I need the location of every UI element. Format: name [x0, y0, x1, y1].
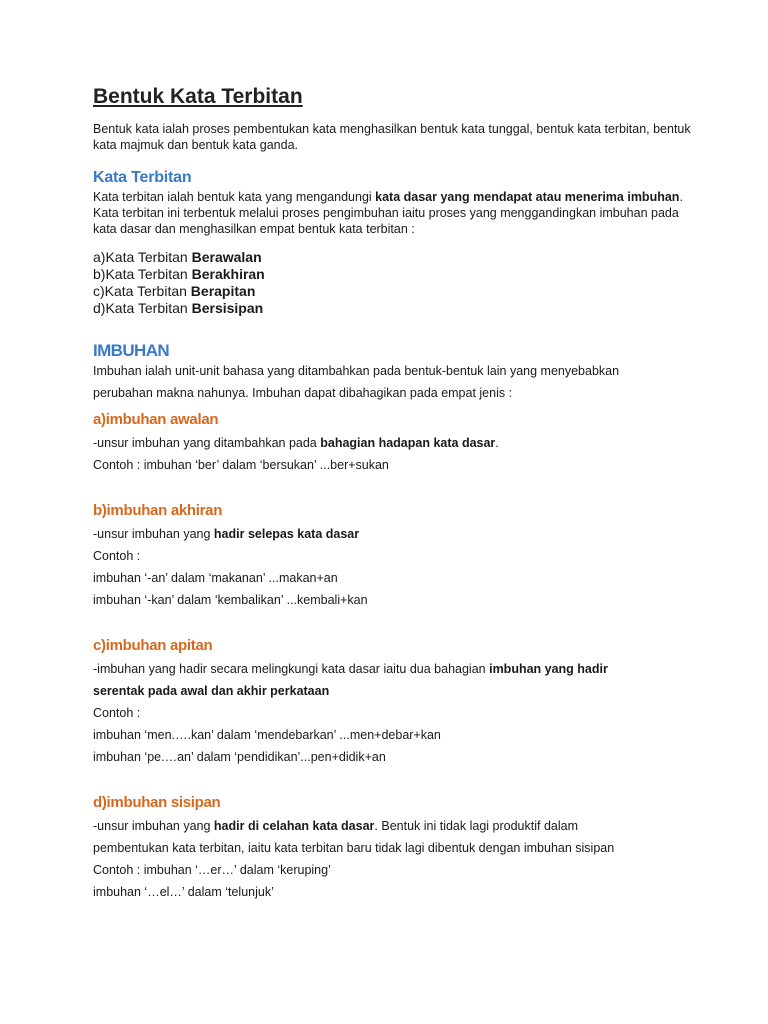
kata-terbitan-paragraph: [93, 189, 693, 237]
list-item-prefix: b)Kata Terbitan: [93, 266, 192, 282]
akhiran-heading: b)imbuhan akhiran: [93, 502, 223, 519]
imbuhan-line-2: perubahan makna nahunya. Imbuhan dapat dibahagikan pada empat jenis :: [93, 386, 513, 400]
akhiran-def-text: -unsur imbuhan yang: [93, 527, 214, 541]
apitan-def-text: -imbuhan yang hadir secara melingkungi kata dasar iaitu dua bahagian: [93, 662, 490, 676]
list-item-prefix: c)Kata Terbitan: [93, 283, 191, 299]
list-item: [93, 266, 693, 283]
sisipan-example-2: imbuhan ‘…el…’ dalam ‘telunjuk’: [93, 885, 274, 899]
awalan-heading: a)imbuhan awalan: [93, 411, 219, 428]
sisipan-def-text: -unsur imbuhan yang: [93, 819, 214, 833]
list-item: [93, 300, 693, 317]
sisipan-def-bold: hadir di celahan kata dasar: [213, 819, 375, 833]
apitan-def-bold-1: imbuhan yang hadir: [489, 662, 608, 676]
kata-terbitan-heading: Kata Terbitan: [93, 169, 192, 186]
sisipan-definition-line-1: [93, 815, 693, 837]
page-title: Bentuk Kata Terbitan: [93, 85, 303, 108]
sisipan-example-1: Contoh : imbuhan ‘…er…’ dalam ‘keruping’: [93, 863, 331, 877]
akhiran-example-2: imbuhan ‘-kan’ dalam ‘kembalikan’ ...kembali+kan: [93, 593, 368, 607]
list-item-bold: Berawalan: [191, 249, 262, 265]
kata-terbitan-text-b: . Kata terbitan ini terbentuk melalui proses pengimbuhan iaitu proses yang menggandingkan imbuhan pada kata dasar dan menghasilkan empat bentuk kata terbitan :: [93, 190, 683, 236]
apitan-definition-line-1: [93, 658, 693, 680]
imbuhan-heading: IMBUHAN: [93, 341, 170, 360]
awalan-definition: [93, 432, 693, 454]
kata-terbitan-bold: kata dasar yang mendapat atau menerima imbuhan: [375, 190, 680, 204]
apitan-def-bold-2: serentak pada awal dan akhir perkataan: [93, 684, 330, 698]
apitan-example-1: imbuhan ‘men.….kan’ dalam ‘mendebarkan’ ...men+debar+kan: [93, 728, 441, 742]
list-item-bold: Berapitan: [190, 283, 256, 299]
imbuhan-line-1: Imbuhan ialah unit-unit bahasa yang ditambahkan pada bentuk-bentuk lain yang menyebabkan: [93, 364, 620, 378]
sisipan-definition-line-2: pembentukan kata terbitan, iaitu kata terbitan baru tidak lagi dibentuk dengan imbuhan sisipan: [93, 841, 615, 855]
sisipan-heading: d)imbuhan sisipan: [93, 794, 221, 811]
list-item-bold: Berakhiran: [191, 266, 265, 282]
apitan-heading: c)imbuhan apitan: [93, 637, 213, 654]
apitan-contoh: Contoh :: [93, 706, 141, 720]
intro-paragraph: [93, 121, 693, 153]
kata-terbitan-text-a: Kata terbitan ialah bentuk kata yang mengandungi: [93, 190, 376, 204]
list-item-bold: Bersisipan: [191, 300, 264, 316]
akhiran-def-bold: hadir selepas kata dasar: [213, 527, 360, 541]
awalan-example: Contoh : imbuhan ‘ber’ dalam ‘bersukan’ ...ber+sukan: [93, 458, 389, 472]
list-item: [93, 249, 693, 266]
apitan-definition-line-2: [93, 680, 693, 702]
kata-terbitan-list: [93, 249, 693, 317]
akhiran-contoh: Contoh :: [93, 549, 141, 563]
awalan-def-bold: bahagian hadapan kata dasar: [320, 436, 496, 450]
akhiran-example-1: imbuhan ‘-an’ dalam ‘makanan’ ...makan+an: [93, 571, 338, 585]
apitan-example-2: imbuhan ‘pe.…an’ dalam ‘pendidikan’...pen+didik+an: [93, 750, 386, 764]
akhiran-definition: [93, 523, 693, 545]
awalan-def-text: -unsur imbuhan yang ditambahkan pada: [93, 436, 321, 450]
sisipan-def-end: . Bentuk ini tidak lagi produktif dalam: [374, 819, 578, 833]
list-item: [93, 283, 693, 300]
intro-text: Bentuk kata ialah proses pembentukan kata menghasilkan bentuk kata tunggal, bentuk kata terbitan, bentuk kata majmuk dan bentuk kata ganda.: [93, 122, 691, 152]
list-item-prefix: a)Kata Terbitan: [93, 249, 192, 265]
awalan-def-end: .: [495, 436, 499, 450]
document-page: [93, 84, 693, 903]
list-item-prefix: d)Kata Terbitan: [93, 300, 192, 316]
